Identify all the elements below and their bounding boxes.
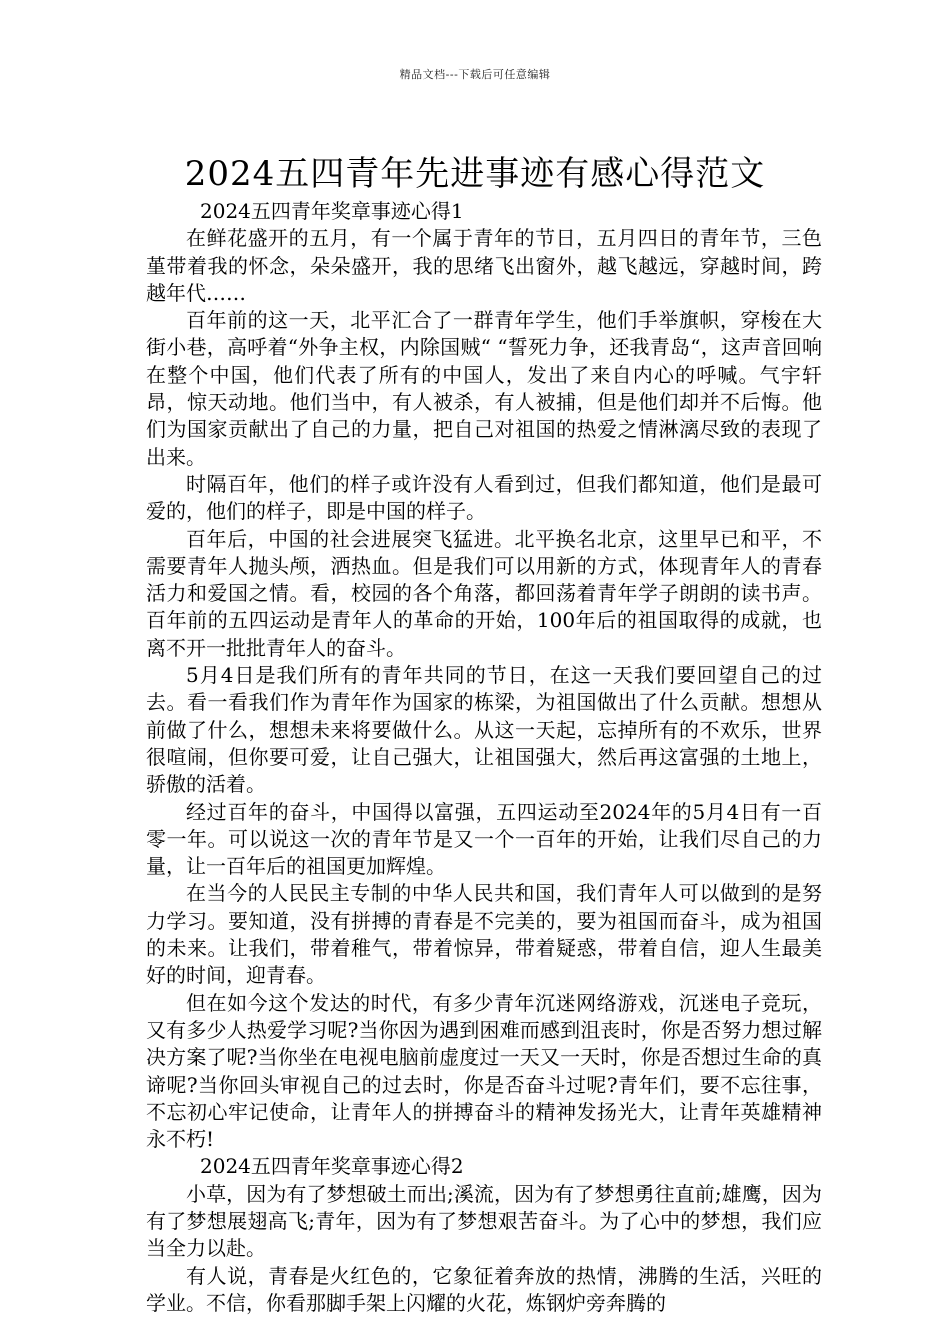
section-heading: 2024五四青年奖章事迹心得1 — [200, 199, 464, 223]
section-heading: 2024五四青年奖章事迹心得2 — [200, 1154, 464, 1179]
paragraph: 小草，因为有了梦想破土而出;溪流，因为有了梦想勇往直前;雄鹰，因为有了梦想展翅高飞;青年，因为有了梦想艰苦奋斗。为了心中的梦想，我们应当全力以赴。 — [146, 1181, 822, 1261]
paragraph: 在鲜花盛开的五月，有一个属于青年的节日，五月四日的青年节，三色堇带着我的怀念，朵朵盛开，我的思绪飞出窗外，越飞越远，穿越时间，跨越年代…… — [146, 226, 822, 305]
paragraph: 在当今的人民民主专制的中华人民共和国，我们青年人可以做到的是努力学习。要知道，没有拼搏的青春是不完美的，要为祖国而奋斗，成为祖国的未来。让我们，带着稚气，带着惊异，带着疑惑，带着自信，迎人生最美好的时间，迎青春。 — [146, 881, 822, 988]
paragraph: 经过百年的奋斗，中国得以富强，五四运动至2024年的5月4日有一百零一年。可以说这一次的青年节是又一个一百年的开始，让我们尽自己的力量，让一百年后的祖国更加辉煌。 — [146, 799, 822, 879]
paragraph: 但在如今这个发达的时代，有多少青年沉迷网络游戏，沉迷电子竞玩，又有多少人热爱学习呢?当你因为遇到困难而感到沮丧时，你是否努力想过解决方案了呢?当你坐在电视电脑前虚度过一天又一天时，你是否想过生命的真谛呢?当你回头审视自己的过去时，你是否奋斗过呢?青年们，要不忘往事，不忘初心牢记使命，让青年人的拼搏奋斗的精神发扬光大，让青年英雄精神永不朽! — [146, 990, 822, 1152]
paragraph: 百年后，中国的社会进展突飞猛进。北平换名北京，这里早已和平，不需要青年人抛头颅，洒热血。但是我们可以用新的方式，体现青年人的青春活力和爱国之情。看，校园的各个角落，都回荡着青年学子朗朗的读书声。百年前的五四运动是青年人的革命的开始，100年后的祖国取得的成就，也离不开一批批青年人的奋斗。 — [146, 526, 822, 660]
document-body — [146, 198, 822, 1317]
document-title: 2024五四青年先进事迹有感心得范文 — [184, 153, 766, 194]
paragraph: 有人说，青春是火红色的，它象征着奔放的热情，沸腾的生活，兴旺的学业。不信，你看那脚手架上闪耀的火花，炼钢炉旁奔腾的 — [146, 1263, 822, 1315]
header-note: 精品文档---下载后可任意编辑 — [399, 68, 551, 81]
paragraph: 百年前的这一天，北平汇合了一群青年学生，他们手举旗帜，穿梭在大街小巷，高呼着“外争主权，内除国贼“ “誓死力争，还我青岛“，这声音回响在整个中国，他们代表了所有的中国人，发出了来自内心的呼喊。气宇轩昂，惊天动地。他们当中，有人被杀，有人被捕，但是他们却并不后悔。他们为国家贡献出了自己的力量，把自己对祖国的热爱之情淋漓尽致的表现了出来。 — [146, 308, 822, 469]
paragraph: 时隔百年，他们的样子或许没有人看到过，但我们都知道，他们是最可爱的，他们的样子，即是中国的样子。 — [146, 471, 822, 524]
paragraph: 5月4日是我们所有的青年共同的节日，在这一天我们要回望自己的过去。看一看我们作为青年作为国家的栋梁，为祖国做出了什么贡献。想想从前做了什么，想想未来将要做什么。从这一天起，忘掉所有的不欢乐，世界很喧闹，但你要可爱，让自己强大，让祖国强大，然后再这富强的土地上，骄傲的活着。 — [146, 663, 822, 797]
